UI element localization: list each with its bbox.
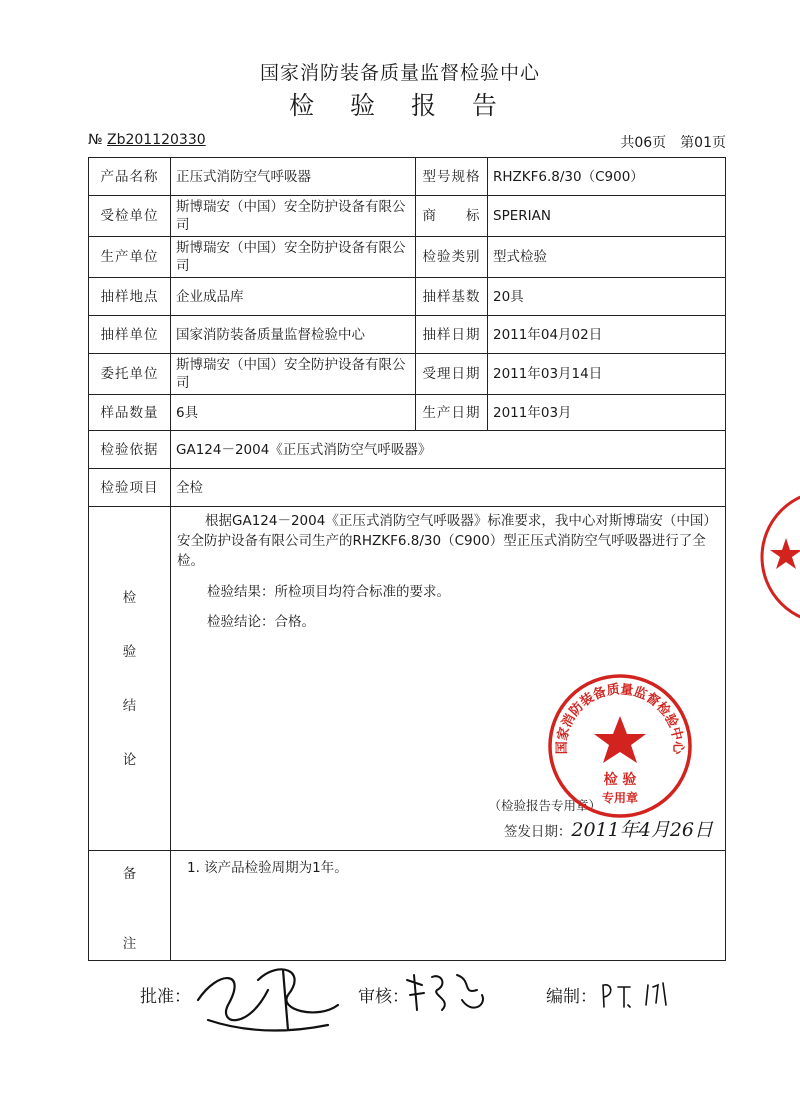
table-row xyxy=(89,469,726,507)
cell-label: 受检单位 xyxy=(89,196,171,237)
table-row xyxy=(89,316,726,354)
cell-label: 受理日期 xyxy=(416,354,488,395)
conclusion-paragraph: 根据GA124－2004《正压式消防空气呼吸器》标准要求，我中心对斯博瑞安（中国）安全防护设备有限公司生产的RHZKF6.8/30（C900）型正压式消防空气呼吸器进行了全检。 xyxy=(177,513,717,569)
cell-label: 产品名称 xyxy=(89,158,171,196)
report-number-value: Zb201120330 xyxy=(107,132,206,148)
stamp-note: （检验报告专用章） xyxy=(488,798,601,813)
sampling-date: 2011年04月02日 xyxy=(488,316,726,354)
remarks-text: 1. 该产品检验周期为1年。 xyxy=(171,851,726,961)
sampling-base: 20具 xyxy=(488,278,726,316)
cell-label: 检验项目 xyxy=(89,469,171,507)
reviewer-signature xyxy=(402,965,492,1020)
cell-label: 抽样日期 xyxy=(416,316,488,354)
issue-date-value: 2011年4月26日 xyxy=(571,819,713,841)
sampling-site: 企业成品库 xyxy=(171,278,416,316)
approver-signature xyxy=(188,950,348,1040)
cell-label: 抽样基数 xyxy=(416,278,488,316)
page-number: 第01页 xyxy=(680,135,726,151)
table-row xyxy=(89,278,726,316)
cell-label: 检验类别 xyxy=(416,237,488,278)
test-basis: GA124－2004《正压式消防空气呼吸器》 xyxy=(171,431,726,469)
table-row xyxy=(89,395,726,431)
total-pages: 共06页 xyxy=(620,135,667,151)
star-icon xyxy=(770,538,800,569)
cell-label: 样品数量 xyxy=(89,395,171,431)
manufacturer: 斯博瑞安（中国）安全防护设备有限公司 xyxy=(171,237,416,278)
inspection-seal xyxy=(546,672,694,820)
product-name: 正压式消防空气呼吸器 xyxy=(171,158,416,196)
cell-label: 抽样地点 xyxy=(89,278,171,316)
inspected-unit: 斯博瑞安（中国）安全防护设备有限公司 xyxy=(171,196,416,237)
test-result: 检验结果：所检项目均符合标准的要求。 xyxy=(207,584,450,600)
remarks-label xyxy=(89,851,171,961)
table-row xyxy=(89,431,726,469)
table-row xyxy=(89,237,726,278)
cell-label: 生产日期 xyxy=(416,395,488,431)
label-char: 检 xyxy=(122,589,137,606)
number-prefix: № xyxy=(88,132,103,148)
acceptance-date: 2011年03月14日 xyxy=(488,354,726,395)
table-row xyxy=(89,354,726,395)
label-char: 结 xyxy=(122,697,137,714)
org-name: 国家消防装备质量监督检验中心 xyxy=(259,62,540,84)
cell-label: 抽样单位 xyxy=(89,316,171,354)
seal-center-text: 检 验 xyxy=(603,772,637,788)
cell-label: 型号规格 xyxy=(416,158,488,196)
sample-quantity: 6具 xyxy=(171,395,416,431)
report-number xyxy=(88,132,206,148)
test-type: 型式检验 xyxy=(488,237,726,278)
page-indicator xyxy=(620,132,726,152)
cell-label: 委托单位 xyxy=(89,354,171,395)
seal-ring-text: 国家消防装备质量监督检验中心 xyxy=(554,682,686,755)
model-spec: RHZKF6.8/30（C900） xyxy=(488,158,726,196)
issue-date-label: 签发日期： xyxy=(503,824,572,840)
entrusting-unit: 斯博瑞安（中国）安全防护设备有限公司 xyxy=(171,354,416,395)
table-row xyxy=(89,158,726,196)
report-title: 检 验 报 告 xyxy=(289,91,511,120)
trademark: SPERIAN xyxy=(488,196,726,237)
cell-label: 商 标 xyxy=(416,196,488,237)
remarks-row xyxy=(89,851,726,961)
compile-label: 编制： xyxy=(546,987,597,1007)
table-row xyxy=(89,196,726,237)
label-char: 备 xyxy=(122,866,137,882)
approve-label: 批准： xyxy=(140,987,191,1007)
partial-seal xyxy=(758,472,800,642)
cell-label: 检验依据 xyxy=(89,431,171,469)
conclusion-label xyxy=(89,507,171,851)
test-items: 全检 xyxy=(171,469,726,507)
label-char: 论 xyxy=(122,751,137,768)
report-table xyxy=(88,157,726,961)
test-verdict: 检验结论：合格。 xyxy=(207,614,315,630)
production-date: 2011年03月 xyxy=(488,395,726,431)
sampling-unit: 国家消防装备质量监督检验中心 xyxy=(171,316,416,354)
star-icon xyxy=(594,716,646,763)
review-label: 审核： xyxy=(358,987,409,1007)
issue-date-line xyxy=(504,821,713,841)
label-char: 注 xyxy=(122,936,137,952)
label-char: 验 xyxy=(122,643,137,660)
seal-center-text2: 专用章 xyxy=(601,791,639,805)
cell-label: 生产单位 xyxy=(89,237,171,278)
compiler-signature xyxy=(598,975,688,1015)
